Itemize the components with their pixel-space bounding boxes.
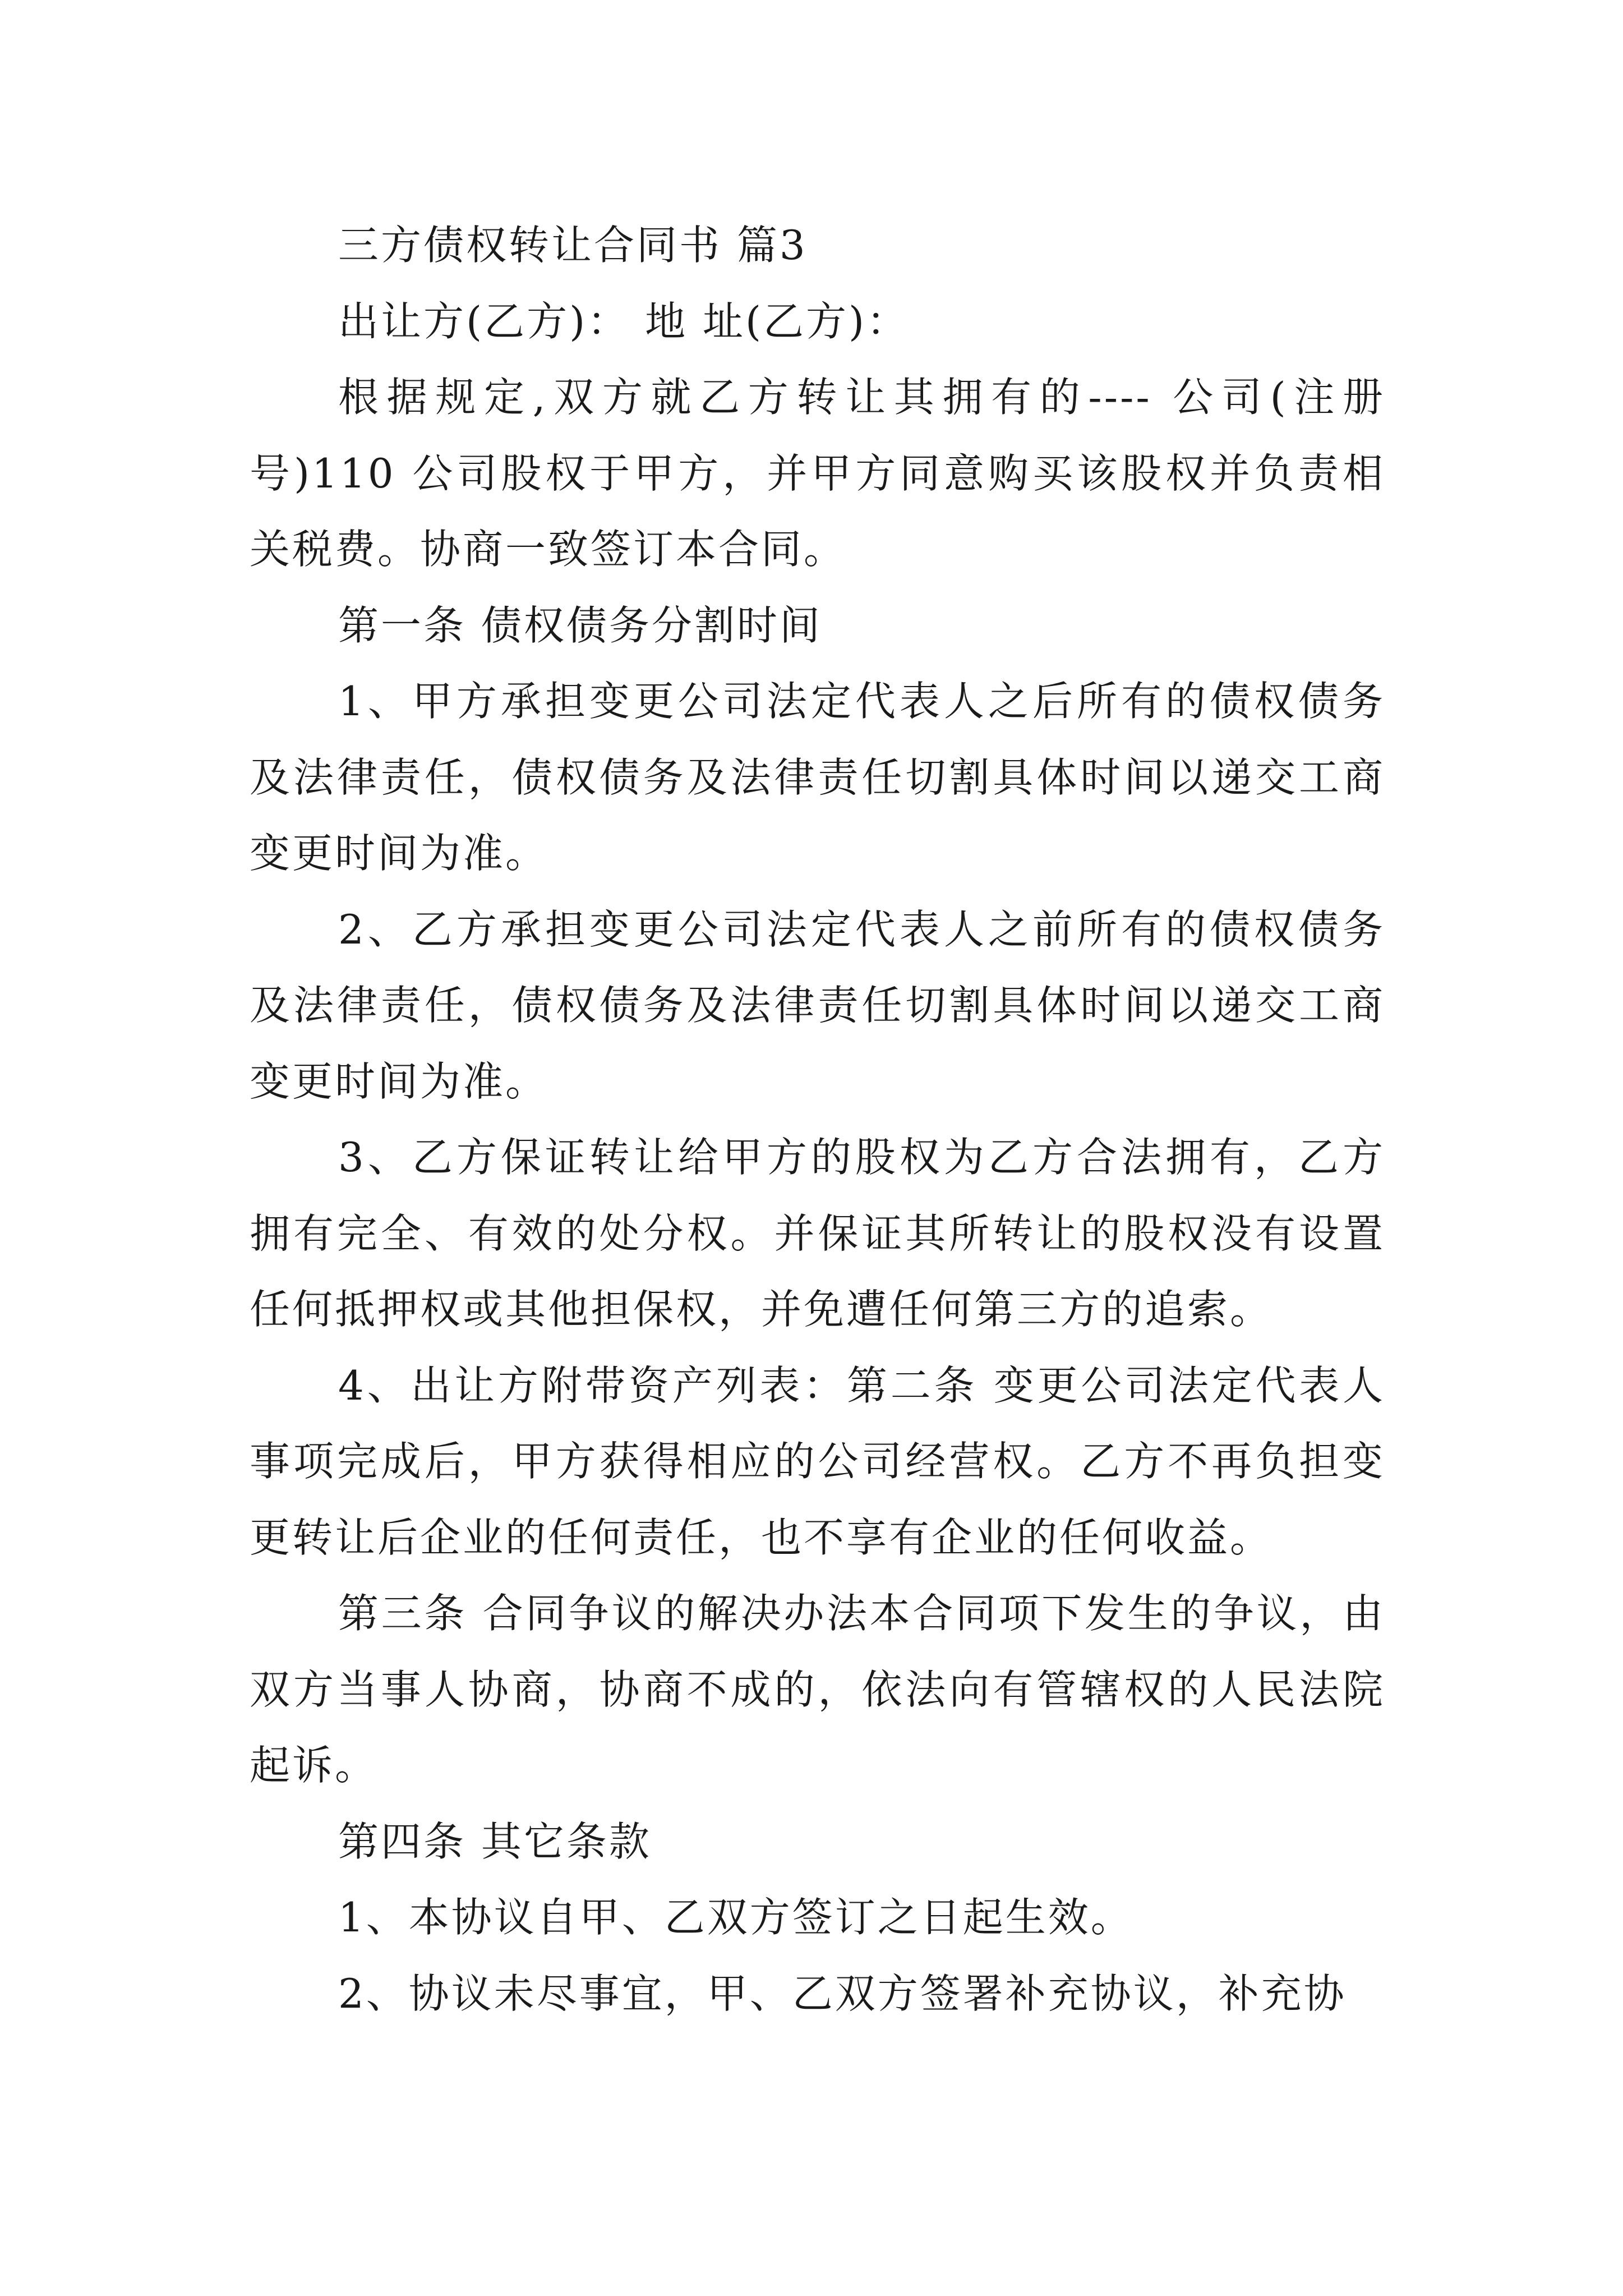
article-1-clause-2: 2、乙方承担变更公司法定代表人之前所有的债权债务及法律责任，债权债务及法律责任切割具体时间以递交工商变更时间为准。 xyxy=(250,905,1385,1105)
article-4-heading: 第四条 其它条款 xyxy=(338,1818,652,1865)
article-1-heading: 第一条 债权债务分割时间 xyxy=(338,601,822,649)
article-1-clause-4: 4、出让方附带资产列表：第二条 变更公司法定代表人事项完成后，甲方获得相应的公司经营权。乙方不再负担变更转让后企业的任何责任，也不享有企业的任何收益。 xyxy=(250,1361,1385,1561)
article-4-clause-1: 1、本协议自甲、乙双方签订之日起生效。 xyxy=(338,1894,1133,1941)
article-3-paragraph: 第三条 合同争议的解决办法本合同项下发生的争议，由双方当事人协商，协商不成的，依法向有管辖权的人民法院起诉。 xyxy=(250,1590,1385,1789)
document-body xyxy=(250,208,1385,2032)
article-1-clause-3: 3、乙方保证转让给甲方的股权为乙方合法拥有，乙方拥有完全、有效的处分权。并保证其所转让的股权没有设置任何抵押权或其他担保权，并免遭任何第三方的追索。 xyxy=(250,1134,1385,1333)
preamble-paragraph: 根据规定,双方就乙方转让其拥有的---- 公司(注册号)110 公司股权于甲方，并甲方同意购买该股权并负责相关税费。协商一致签订本合同。 xyxy=(250,374,1385,573)
article-1-clause-1: 1、甲方承担变更公司法定代表人之后所有的债权债务及法律责任，债权债务及法律责任切割具体时间以递交工商变更时间为准。 xyxy=(250,678,1385,877)
article-4-clause-2: 2、协议未尽事宜，甲、乙双方签署补充协议，补充协 xyxy=(338,1970,1347,2017)
document-title: 三方债权转让合同书 篇3 xyxy=(338,222,808,269)
parties-line: 出让方(乙方)： 地 址(乙方)： xyxy=(338,297,910,345)
